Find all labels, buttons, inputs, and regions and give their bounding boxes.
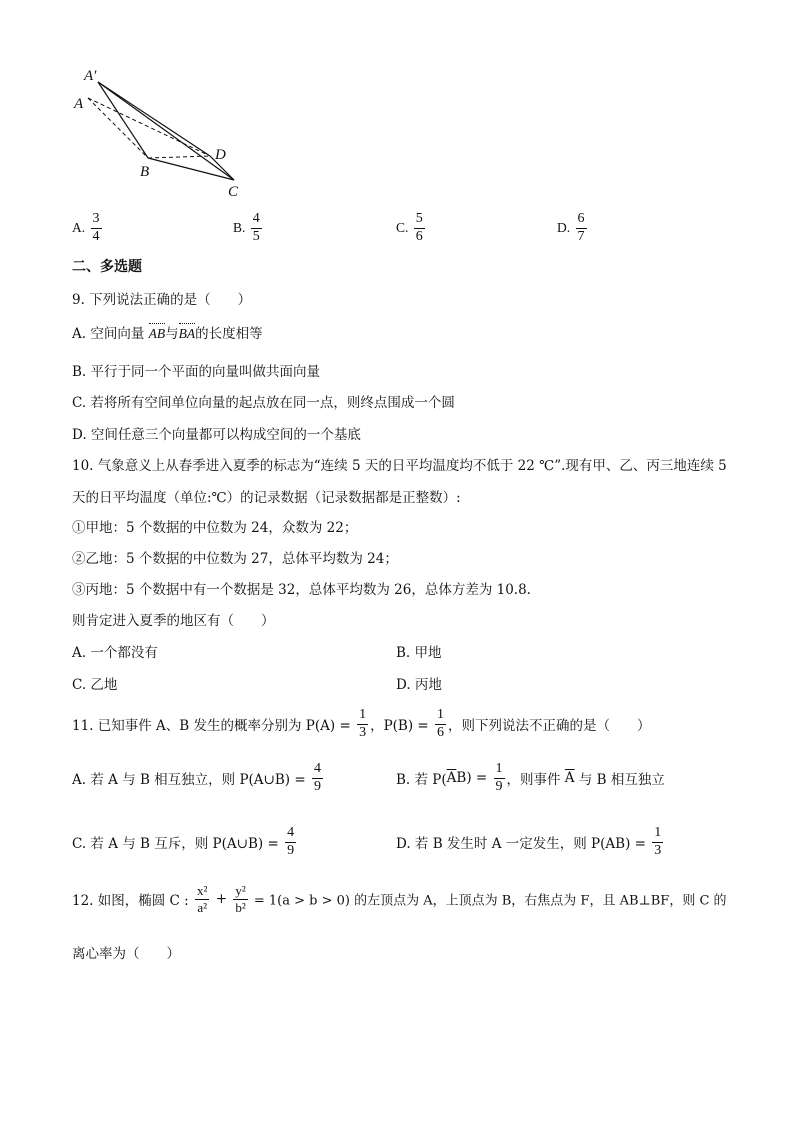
q11-option-a-pre: A. 若 A 与 B 相互独立，则 P(A∪B) = (72, 772, 310, 789)
q8-c-den: 6 (415, 228, 423, 244)
q11-option-b-fraction (494, 762, 505, 794)
q11-stem-pre: 11. 已知事件 A、B 发生的概率分别为 P(A) = (72, 718, 356, 735)
q12-plus: + (211, 891, 232, 908)
q11-option-b (396, 762, 665, 794)
section-heading: 二、多选题 (72, 259, 142, 275)
vector-ab: AB (148, 326, 166, 341)
q11-c-den: 9 (287, 842, 295, 858)
label-a: A (74, 96, 84, 112)
label-a-prime: A′ (84, 68, 97, 84)
q11-b-num: 1 (494, 762, 505, 779)
q11-b-den: 9 (495, 778, 503, 794)
q12-y-num: y² (235, 883, 246, 898)
q9-option-b: B. 平行于同一个平面的向量叫做共面向量 (72, 364, 321, 380)
tetrahedron-figure (60, 60, 260, 210)
q12-pre: 12. 如图，椭圆 C : (72, 893, 194, 910)
q11-stem (72, 708, 651, 740)
q11-pb-num: 1 (435, 708, 446, 725)
q10-item-1: ①甲地：5 个数据的中位数为 24，众数为 22； (72, 520, 358, 536)
q11-a-den: 9 (313, 778, 321, 794)
q11-option-b-post2: 与 B 相互独立 (574, 772, 665, 789)
q8-option-d-letter: D. (557, 220, 571, 236)
q11-d-num: 1 (652, 826, 663, 843)
q11-stem-mid: ，P(B) = (370, 718, 434, 735)
q11-option-d-fraction (652, 826, 663, 858)
q10-line-2: 天的日平均温度（单位:℃）的记录数据（记录数据都是正整数）: (72, 490, 461, 506)
q11-pb-fraction (435, 708, 446, 740)
edge-a-d (88, 98, 210, 156)
q11-stem-post: ，则下列说法不正确的是（ ） (448, 718, 651, 735)
q8-d-den: 7 (577, 228, 585, 244)
q11-pa-fraction (357, 708, 368, 740)
q8-option-b-fraction (251, 212, 262, 244)
q11-option-c (72, 826, 298, 858)
q9-stem: 9. 下列说法正确的是（ ） (72, 292, 252, 308)
q8-option-a (72, 212, 104, 244)
q11-option-d-pre: D. 若 B 发生时 A 一定发生，则 P(AB) = (396, 836, 651, 853)
edge-aprime-b (98, 82, 148, 158)
q12-y-fraction (233, 884, 247, 914)
q12-x-fraction (195, 884, 209, 914)
q11-pb-den: 6 (437, 724, 445, 740)
q11-pa-den: 3 (359, 724, 367, 740)
q8-option-c (396, 212, 427, 244)
q8-a-num: 3 (91, 212, 102, 229)
edge-aprime-d (98, 82, 210, 156)
q8-option-a-letter: A. (72, 220, 86, 236)
q11-option-b-pre: B. 若 P( (396, 772, 447, 789)
q11-c-num: 4 (285, 826, 296, 843)
q10-line-1: 10. 气象意义上从春季进入夏季的标志为“连续 5 天的日平均温度均不低于 22 ℃”.现有甲、乙、丙三地连续 5 (72, 458, 727, 474)
q8-option-c-letter: C. (396, 220, 409, 236)
q11-option-a (72, 762, 325, 794)
q11-option-a-fraction (312, 762, 323, 794)
q12-post: = 1(a > b > 0) 的左顶点为 A，上顶点为 B，右焦点为 F，且 AB⊥BF，则 C 的 (249, 893, 727, 909)
q9-option-c: C. 若将所有空间单位向量的起点放在同一点，则终点围成一个圆 (72, 395, 455, 411)
q10-option-b: B. 甲地 (396, 645, 442, 661)
q8-d-num: 6 (576, 212, 587, 229)
q10-option-d: D. 丙地 (396, 677, 442, 693)
q11-option-b-post1: ，则事件 (506, 772, 565, 789)
q10-item-2: ②乙地：5 个数据的中位数为 27，总体平均数为 24； (72, 551, 398, 567)
q8-option-c-fraction (414, 212, 425, 244)
q10-option-c: C. 乙地 (72, 677, 118, 693)
q9-option-a (72, 322, 263, 342)
q9-option-a-mid: 与 (165, 326, 179, 342)
q8-option-b-letter: B. (233, 220, 246, 236)
edge-aprime-c (98, 82, 234, 180)
q8-option-a-fraction (91, 212, 102, 244)
q8-option-d (557, 212, 589, 244)
q8-c-num: 5 (414, 212, 425, 229)
q11-option-c-fraction (285, 826, 296, 858)
q10-ask: 则肯定进入夏季的地区有（ ） (72, 613, 275, 629)
q9-option-a-post: 的长度相等 (195, 326, 263, 342)
label-b: B (140, 164, 150, 180)
q8-a-den: 4 (92, 228, 100, 244)
q11-option-b-bar-a: $\overline{A}$ (446, 770, 457, 787)
edge-b-d (148, 156, 210, 158)
q11-option-b-mid: B) = (456, 770, 492, 787)
vector-ba: BA (178, 326, 196, 341)
q8-option-b (233, 212, 264, 244)
q12-y-den: b² (235, 899, 246, 915)
q11-a-num: 4 (312, 762, 323, 779)
q12-line-2: 离心率为（ ） (72, 946, 180, 962)
q11-option-b-bar-a2: $\overline{A}$ (564, 770, 575, 787)
q11-pa-num: 1 (357, 708, 368, 725)
q9-option-d: D. 空间任意三个向量都可以构成空间的一个基底 (72, 427, 361, 443)
q8-b-num: 4 (251, 212, 262, 229)
label-c: C (228, 184, 239, 200)
q9-option-a-pre: A. 空间向量 (72, 326, 145, 342)
q8-b-den: 5 (252, 228, 260, 244)
q8-option-d-fraction (576, 212, 587, 244)
q11-option-c-pre: C. 若 A 与 B 互斥，则 P(A∪B) = (72, 836, 284, 853)
q10-item-3: ③丙地：5 个数据中有一个数据是 32，总体平均数为 26，总体方差为 10.8. (72, 582, 531, 598)
q12-x-den: a² (197, 899, 208, 915)
q11-option-d (396, 826, 665, 858)
edge-a-b (88, 98, 148, 158)
label-d: D (215, 147, 226, 163)
q10-option-a: A. 一个都没有 (72, 645, 158, 661)
q12-stem (72, 884, 727, 914)
q12-x-num: x² (197, 883, 208, 898)
q11-d-den: 3 (654, 842, 662, 858)
